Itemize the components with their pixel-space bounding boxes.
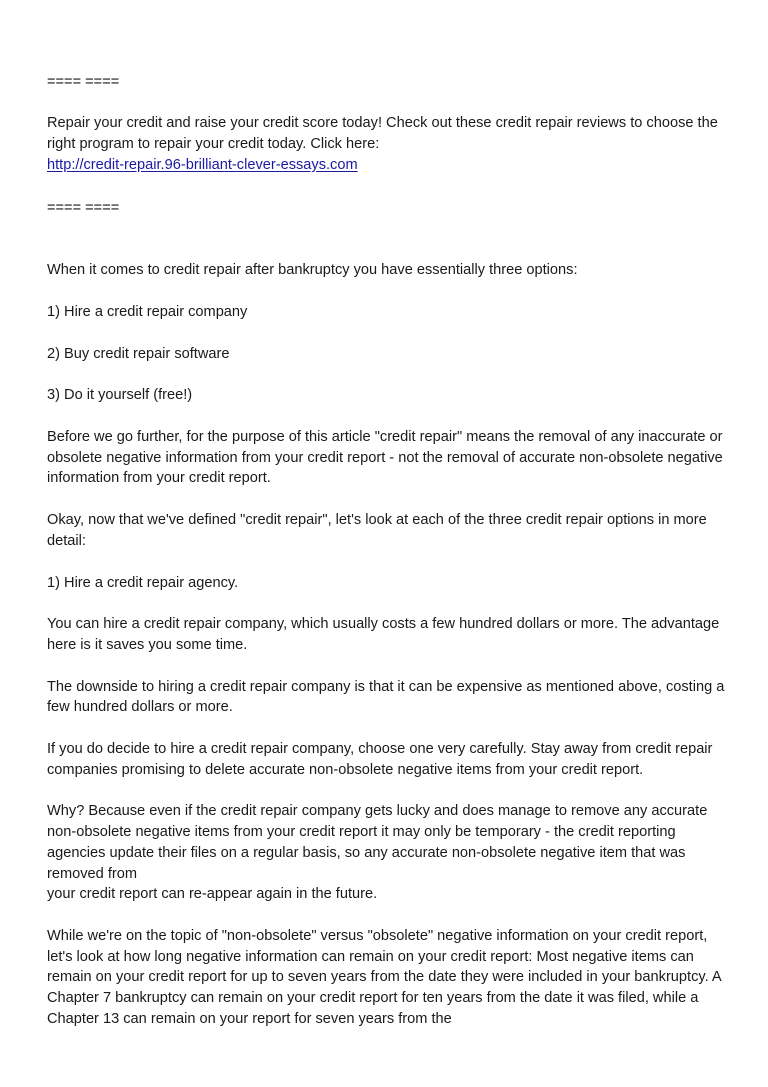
article-paragraph: The downside to hiring a credit repair company is that it can be expensive as mentioned above, costing a few hundred dollars or more. [47, 678, 725, 716]
article-paragraph: Okay, now that we've defined "credit repair", let's look at each of the three credit repair options in more detail: [47, 512, 707, 549]
document-page [47, 72, 727, 1029]
separator-top: ==== ==== [47, 74, 120, 90]
article-paragraph-continued: your credit report can re-appear again in the future. [47, 886, 378, 903]
article-paragraph: Before we go further, for the purpose of this article "credit repair" means the removal of any inaccurate or obsolete negative information from your credit report - not the removal of accurate non-obsolete negative information from your credit report. [47, 429, 723, 487]
spacer [47, 218, 727, 260]
article-paragraph: When it comes to credit repair after bankruptcy you have essentially three options: [47, 262, 578, 279]
promo-link[interactable]: http://credit-repair.96-brilliant-clever-essays.com [47, 156, 358, 173]
article-paragraph: Why? Because even if the credit repair company gets lucky and does manage to remove any accurate non-obsolete negative items from your credit report it may only be temporary - the credit reporting agencies update their files on a regular basis, so any accurate non-obsolete negative item that was removed from [47, 803, 708, 882]
article-paragraph: You can hire a credit repair company, which usually costs a few hundred dollars or more. The advantage here is it saves you some time. [47, 616, 720, 653]
article-paragraph: While we're on the topic of "non-obsolete" versus "obsolete" negative information on your credit report, let's look at how long negative information can remain on your credit report: Most negative items can remain on your credit report for up to seven years from the date they were included in your bankruptcy. A Chapter 7 bankruptcy can remain on your credit report for ten years from the date it was filed, while a Chapter 13 can remain on your report for seven years from the [47, 927, 721, 1027]
option-item: 2) Buy credit repair software [47, 345, 230, 362]
promo-block [47, 113, 727, 175]
promo-text: Repair your credit and raise your credit score today! Check out these credit repair reviews to choose the right program to repair your credit today. Click here: [47, 115, 718, 153]
option-item: 1) Hire a credit repair company [47, 303, 248, 320]
section-heading: 1) Hire a credit repair agency. [47, 574, 239, 591]
option-item: 3) Do it yourself (free!) [47, 387, 193, 404]
separator-bottom: ==== ==== [47, 199, 120, 216]
article-paragraph: If you do decide to hire a credit repair company, choose one very carefully. Stay away from credit repair companies promising to delete accurate non-obsolete negative items from your credit report. [47, 741, 713, 778]
